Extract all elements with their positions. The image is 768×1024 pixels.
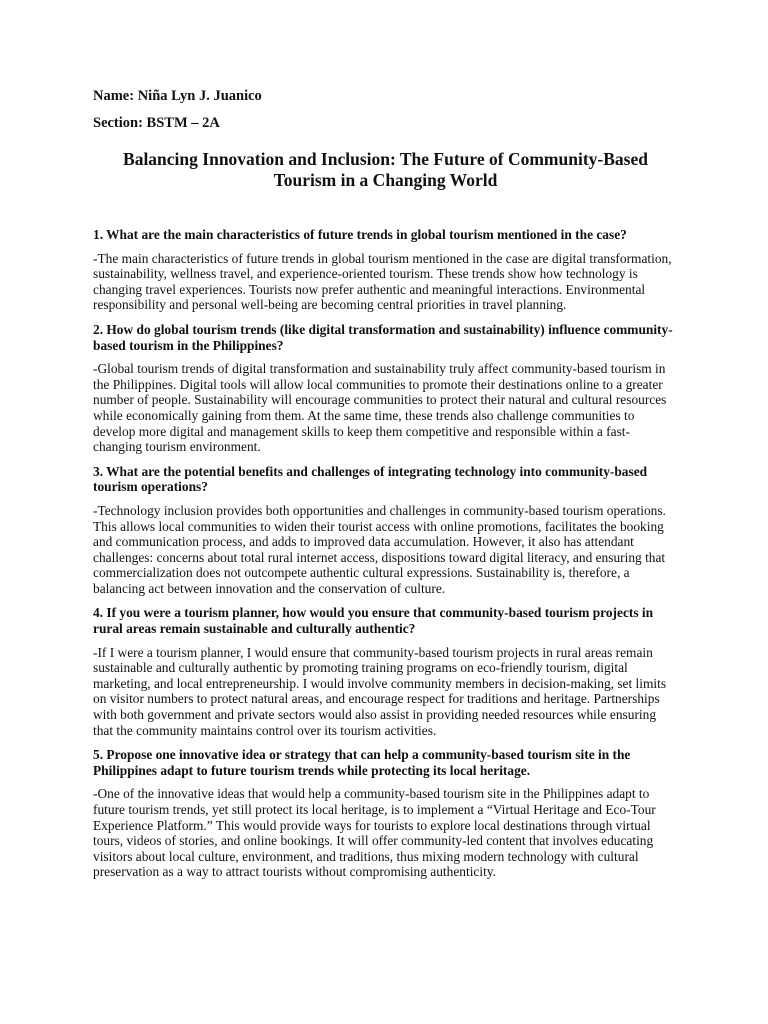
- answer-4: -If I were a tourism planner, I would ensure that community-based tourism projects in rural areas remain sustainable and culturally authentic by promoting training programs on eco-friendly tourism, digital marketing, and local entrepreneurship. I would involve community members in decision-making, set limits on visitor numbers to protect natural areas, and encourage respect for traditions and heritage. Partnerships with both government and private sectors would also assist in providing needed resources while ensuring that the community maintains control over its tourism activities.: [93, 644, 667, 738]
- answer-5: -One of the innovative ideas that would help a community-based tourism site in the Philippines adapt to future tourism trends, yet still protect its local heritage, is to implement a “Virtual Heritage and Eco-Tour Experience Platform.” This would provide ways for tourists to explore local destinations through virtual tours, videos of stories, and online bookings. It will offer community-led content that involves educating visitors about local culture, environment, and traditions, thus mixing modern technology with cultural preservation as a way to attract tourists without compromising authenticity.: [93, 786, 656, 880]
- answer-2: -Global tourism trends of digital transformation and sustainability truly affect community-based tourism in the Philippines. Digital tools will allow local communities to promote their destinations online to a greater number of people. Sustainability will encourage communities to protect their natural and cultural resources while economically gaining from them. At the same time, these trends also challenge communities to develop more digital and management skills to keep them competitive and responsible within a fast-changing tourism environment.: [93, 361, 667, 455]
- document-title: Balancing Innovation and Inclusion: The Future of Community-Based Tourism in a Changing World: [123, 149, 648, 190]
- answer-1: -The main characteristics of future trends in global tourism mentioned in the case are digital transformation, sustainability, wellness travel, and experience-oriented tourism. These trends show how technology is changing travel experiences. Tourists now prefer authentic and meaningful interactions. Environmental responsibility and personal well-being are becoming central priorities in travel planning.: [93, 250, 672, 313]
- document-page: [93, 86, 678, 889]
- question-2: 2. How do global tourism trends (like digital transformation and sustainability) influence community-based tourism in the Philippines?: [93, 321, 673, 353]
- question-3: 3. What are the potential benefits and challenges of integrating technology into community-based tourism operations?: [93, 463, 648, 495]
- student-section: Section: BSTM – 2A: [93, 115, 220, 131]
- question-4: 4. If you were a tourism planner, how would you ensure that community-based tourism projects in rural areas remain sustainable and culturally authentic?: [93, 605, 654, 637]
- student-name: Name: Niña Lyn J. Juanico: [93, 88, 262, 104]
- answer-3: -Technology inclusion provides both opportunities and challenges in community-based tourism operations. This allows local communities to widen their tourist access with online promotions, facilitates the booking and communication process, and adds to improved data accumulation. However, it also has attendant challenges: concerns about total rural internet access, dispositions toward digital literacy, and ensuring that commercialization does not outcompete authentic cultural expressions. Sustainability is, therefore, a balancing act between innovation and the conservation of culture.: [93, 502, 666, 596]
- question-5: 5. Propose one innovative idea or strategy that can help a community-based tourism site in the Philippines adapt to future tourism trends while protecting its local heritage.: [93, 747, 631, 778]
- question-1: 1. What are the main characteristics of future trends in global tourism mentioned in the case?: [93, 227, 627, 242]
